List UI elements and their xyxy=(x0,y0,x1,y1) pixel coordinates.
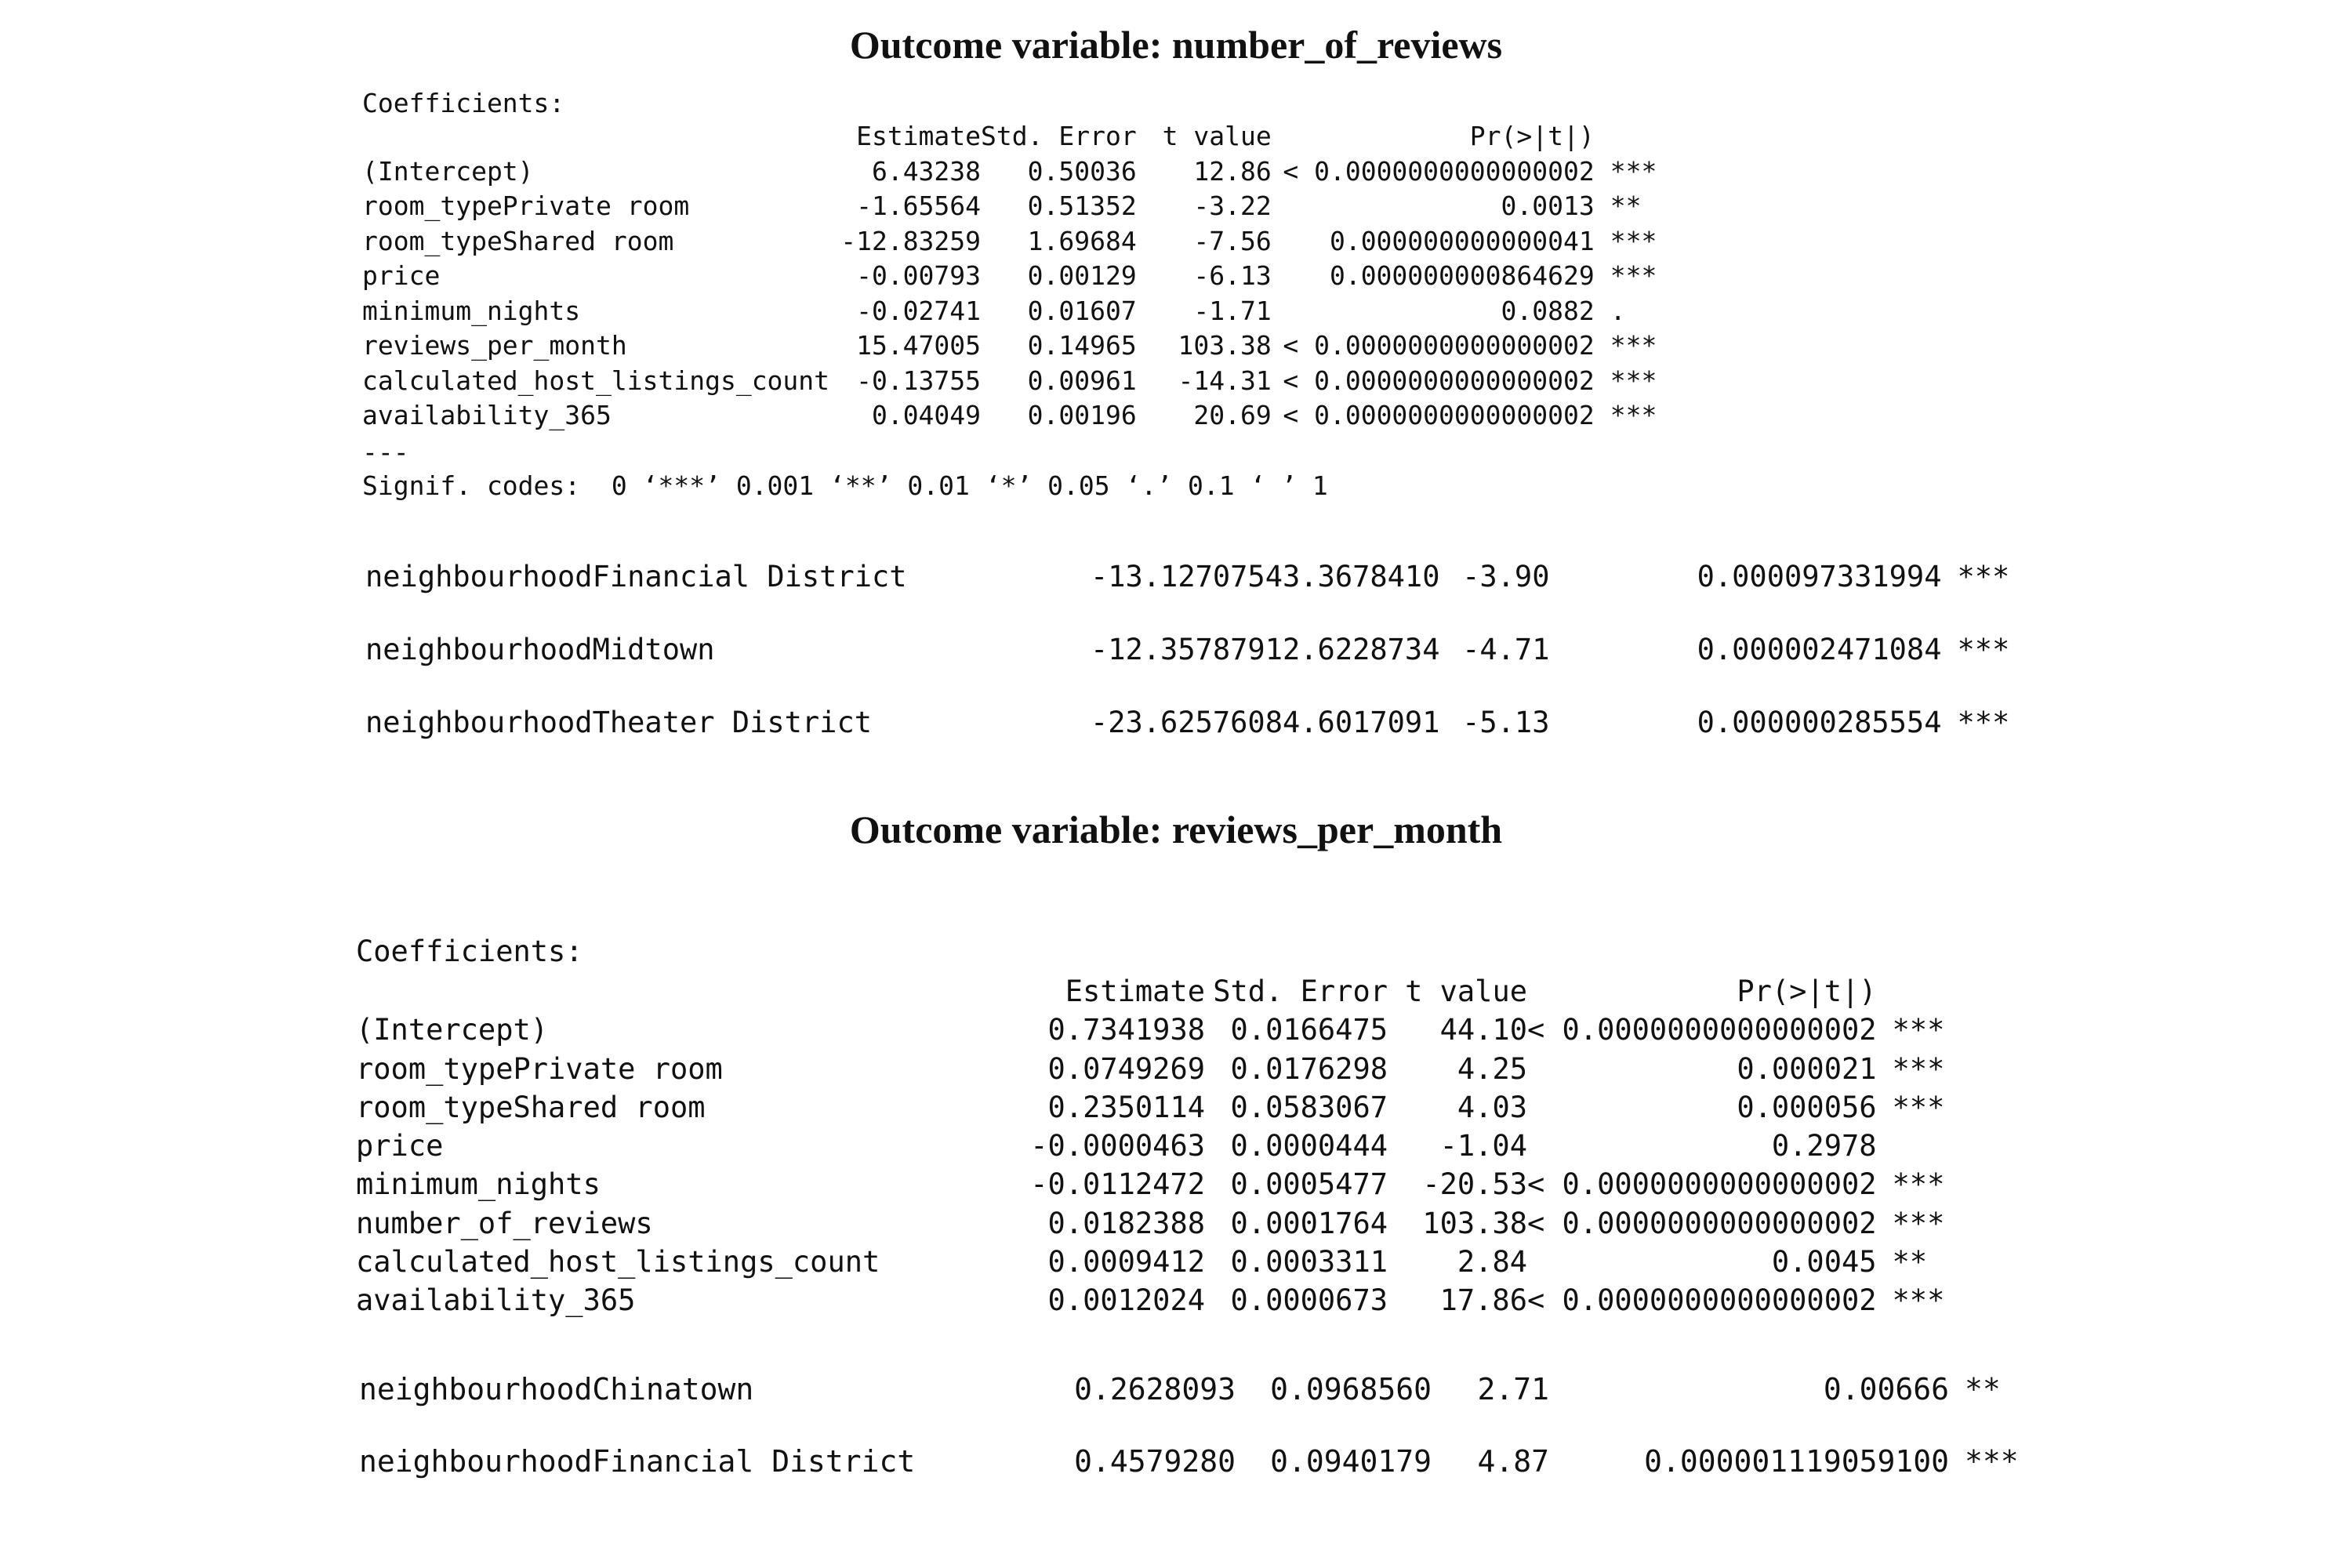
header-signif xyxy=(1595,119,1665,154)
p-value-cell: 0.000021 xyxy=(1737,1051,1877,1086)
std-error-cell: 4.6017091 xyxy=(1283,706,1440,739)
t-value-cell: -20.53 xyxy=(1422,1167,1527,1202)
signif-cell: *** xyxy=(1957,560,2010,593)
t-value-cell: 2.84 xyxy=(1457,1245,1527,1279)
signif-cell: *** xyxy=(1610,400,1657,430)
signif-cell: *** xyxy=(1892,1283,1945,1318)
term-cell: room_typeShared room xyxy=(362,225,674,256)
term-cell: neighbourhoodFinancial District xyxy=(359,1444,916,1479)
term-cell: price xyxy=(362,260,441,291)
t-value-cell: 4.25 xyxy=(1457,1051,1527,1086)
section1-neighbourhood-table xyxy=(365,560,2035,779)
estimate-cell: -12.3578791 xyxy=(1090,633,1283,666)
t-value-cell: -1.71 xyxy=(1193,295,1272,326)
signif-cell: ** xyxy=(1892,1245,1928,1279)
p-value-cell: < 0.0000000000000002 xyxy=(1283,365,1595,396)
signif-cell: *** xyxy=(1610,155,1657,187)
section2-neighbourhood-table xyxy=(359,1372,2035,1516)
table-row xyxy=(365,560,2035,633)
signif-cell: . xyxy=(1610,295,1626,326)
term-cell: minimum_nights xyxy=(356,1167,601,1202)
std-error-cell: 0.0000673 xyxy=(1230,1283,1388,1318)
table-row xyxy=(356,1088,1955,1127)
signif-cell: ** xyxy=(1610,191,1642,221)
std-error-cell: 0.0003311 xyxy=(1230,1245,1388,1279)
bottom-margin xyxy=(0,1496,2352,1568)
term-cell: neighbourhoodFinancial District xyxy=(365,560,907,593)
t-value-cell: -6.13 xyxy=(1193,260,1272,291)
table-row xyxy=(362,294,1665,329)
p-value-cell: 0.0882 xyxy=(1501,295,1595,326)
estimate-cell: -1.65564 xyxy=(856,191,982,221)
t-value-cell: -5.13 xyxy=(1462,706,1550,739)
signif-cell: *** xyxy=(1610,330,1657,361)
header-std-error: Std. Error xyxy=(1213,975,1388,1008)
t-value-cell: 103.38 xyxy=(1178,330,1272,361)
section1-title: Outcome variable: number_of_reviews xyxy=(849,23,1503,67)
signif-cell xyxy=(1877,1127,1955,1165)
signif-cell: *** xyxy=(1892,1051,1945,1086)
term-cell: (Intercept) xyxy=(356,1013,549,1047)
p-value-cell: < 0.0000000000000002 xyxy=(1283,155,1595,187)
estimate-cell: -0.0112472 xyxy=(1030,1167,1205,1202)
p-value-cell: 0.0013 xyxy=(1501,191,1595,221)
term-cell: (Intercept) xyxy=(362,155,534,187)
p-value-cell: 0.000000285554 xyxy=(1697,706,1942,739)
t-value-cell: 4.87 xyxy=(1477,1444,1549,1479)
p-value-cell: < 0.0000000000000002 xyxy=(1527,1283,1877,1318)
std-error-cell: 0.0583067 xyxy=(1230,1090,1388,1124)
p-value-cell: < 0.0000000000000002 xyxy=(1527,1206,1877,1240)
t-value-cell: 4.03 xyxy=(1457,1090,1527,1124)
t-value-cell: -3.22 xyxy=(1193,191,1272,221)
section2-coefficient-table xyxy=(356,972,1955,1320)
std-error-cell: 0.0968560 xyxy=(1270,1372,1432,1406)
header-estimate: Estimate xyxy=(1065,975,1205,1008)
estimate-cell: -0.0000463 xyxy=(1030,1129,1205,1163)
std-error-cell: 0.0000444 xyxy=(1230,1129,1388,1163)
t-value-cell: 2.71 xyxy=(1477,1372,1549,1406)
std-error-cell: 0.14965 xyxy=(1027,330,1137,361)
signif-cell: *** xyxy=(1892,1013,1945,1047)
estimate-cell: -0.13755 xyxy=(856,365,982,396)
term-cell: room_typePrivate room xyxy=(356,1051,723,1086)
section2-title: Outcome variable: reviews_per_month xyxy=(849,808,1503,851)
header-term xyxy=(356,972,1025,1011)
std-error-cell: 0.0005477 xyxy=(1230,1167,1388,1202)
signif-cell: ** xyxy=(1965,1372,2001,1406)
estimate-cell: 0.2350114 xyxy=(1047,1090,1205,1124)
table-row xyxy=(356,1281,1955,1319)
section1-coefficients-label: Coefficients: xyxy=(362,88,565,118)
header-p-value: Pr(>|t|) xyxy=(1469,121,1595,151)
term-cell: neighbourhoodMidtown xyxy=(365,633,715,666)
estimate-cell: -0.02741 xyxy=(856,295,982,326)
std-error-cell: 2.6228734 xyxy=(1283,633,1440,666)
t-value-cell: 20.69 xyxy=(1193,400,1272,430)
table-row xyxy=(362,259,1665,294)
estimate-cell: 0.4579280 xyxy=(1074,1444,1236,1479)
table-header-row xyxy=(362,119,1665,154)
table-row xyxy=(356,1165,1955,1203)
t-value-cell: 12.86 xyxy=(1193,155,1272,187)
term-cell: room_typePrivate room xyxy=(362,191,690,221)
p-value-cell: 0.000000000864629 xyxy=(1329,260,1595,291)
estimate-cell: 0.04049 xyxy=(871,400,982,430)
p-value-cell: 0.000056 xyxy=(1737,1090,1877,1124)
p-value-cell: 0.000097331994 xyxy=(1697,560,1942,593)
section1-separator: --- xyxy=(362,437,409,467)
estimate-cell: -12.83259 xyxy=(840,225,982,256)
std-error-cell: 3.3678410 xyxy=(1283,560,1440,593)
term-cell: reviews_per_month xyxy=(362,330,627,361)
estimate-cell: 0.2628093 xyxy=(1074,1372,1236,1406)
std-error-cell: 0.0166475 xyxy=(1230,1013,1388,1047)
p-value-cell: < 0.0000000000000002 xyxy=(1283,400,1595,430)
term-cell: calculated_host_listings_count xyxy=(362,365,830,396)
term-cell: number_of_reviews xyxy=(356,1206,653,1240)
term-cell: availability_365 xyxy=(356,1283,636,1318)
table-row xyxy=(365,706,2035,779)
estimate-cell: 0.0749269 xyxy=(1047,1051,1205,1086)
estimate-cell: 0.7341938 xyxy=(1047,1013,1205,1047)
estimate-cell: -0.00793 xyxy=(856,260,982,291)
t-value-cell: 103.38 xyxy=(1422,1206,1527,1240)
table-row xyxy=(362,224,1665,260)
t-value-cell: -3.90 xyxy=(1462,560,1550,593)
header-t-value: t value xyxy=(1162,121,1272,151)
p-value-cell: < 0.0000000000000002 xyxy=(1283,330,1595,361)
signif-cell: *** xyxy=(1610,225,1657,256)
table-row xyxy=(362,364,1665,399)
term-cell: neighbourhoodTheater District xyxy=(365,706,873,739)
header-estimate: Estimate xyxy=(856,121,982,151)
term-cell: price xyxy=(356,1129,444,1163)
signif-cell: *** xyxy=(1610,365,1657,396)
std-error-cell: 0.00129 xyxy=(1027,260,1137,291)
table-row xyxy=(356,1127,1955,1165)
term-cell: room_typeShared room xyxy=(356,1090,706,1124)
p-value-cell: 0.000000000000041 xyxy=(1329,225,1595,256)
signif-cell: *** xyxy=(1957,633,2010,666)
table-row xyxy=(356,1243,1955,1281)
std-error-cell: 0.0940179 xyxy=(1270,1444,1432,1479)
term-cell: calculated_host_listings_count xyxy=(356,1245,880,1279)
estimate-cell: 6.43238 xyxy=(871,155,982,187)
p-value-cell: 0.0045 xyxy=(1771,1245,1877,1279)
estimate-cell: -13.1270754 xyxy=(1090,560,1283,593)
t-value-cell: 44.10 xyxy=(1439,1013,1527,1047)
table-row xyxy=(362,154,1665,190)
table-row xyxy=(362,398,1665,434)
p-value-cell: 0.000002471084 xyxy=(1697,633,1942,666)
header-p-value: Pr(>|t|) xyxy=(1737,975,1877,1008)
signif-cell: *** xyxy=(1610,260,1657,291)
section1-signif-codes: Signif. codes: 0 ‘***’ 0.001 ‘**’ 0.01 ‘*’ 0.05 ‘.’ 0.1 ‘ ’ 1 xyxy=(362,470,1328,501)
t-value-cell: -4.71 xyxy=(1462,633,1550,666)
signif-cell: *** xyxy=(1892,1167,1945,1202)
std-error-cell: 0.51352 xyxy=(1027,191,1137,221)
signif-cell: *** xyxy=(1892,1090,1945,1124)
table-row xyxy=(365,633,2035,706)
estimate-cell: 15.47005 xyxy=(856,330,982,361)
table-row xyxy=(362,189,1665,224)
t-value-cell: 17.86 xyxy=(1439,1283,1527,1318)
header-signif xyxy=(1877,972,1955,1011)
signif-cell: *** xyxy=(1892,1206,1945,1240)
std-error-cell: 0.00196 xyxy=(1027,400,1137,430)
p-value-cell: 0.2978 xyxy=(1771,1129,1877,1163)
header-std-error: Std. Error xyxy=(981,121,1137,151)
std-error-cell: 0.0001764 xyxy=(1230,1206,1388,1240)
std-error-cell: 0.01607 xyxy=(1027,295,1137,326)
t-value-cell: -1.04 xyxy=(1439,1129,1527,1163)
term-cell: availability_365 xyxy=(362,400,612,430)
std-error-cell: 0.0176298 xyxy=(1230,1051,1388,1086)
table-row xyxy=(356,1050,1955,1088)
std-error-cell: 0.00961 xyxy=(1027,365,1137,396)
estimate-cell: 0.0009412 xyxy=(1047,1245,1205,1279)
t-value-cell: -7.56 xyxy=(1193,225,1272,256)
estimate-cell: 0.0012024 xyxy=(1047,1283,1205,1318)
section2-coefficients-label: Coefficients: xyxy=(356,935,583,968)
p-value-cell: < 0.0000000000000002 xyxy=(1527,1167,1877,1202)
signif-cell: *** xyxy=(1957,706,2010,739)
section1-coefficient-table xyxy=(362,119,1665,434)
header-term xyxy=(362,119,829,154)
table-header-row xyxy=(356,972,1955,1011)
t-value-cell: -14.31 xyxy=(1178,365,1272,396)
header-t-value: t value xyxy=(1405,975,1527,1008)
estimate-cell: 0.0182388 xyxy=(1047,1206,1205,1240)
signif-cell: *** xyxy=(1965,1444,2019,1479)
std-error-cell: 1.69684 xyxy=(1027,225,1137,256)
term-cell: neighbourhoodChinatown xyxy=(359,1372,754,1406)
estimate-cell: -23.6257608 xyxy=(1090,706,1283,739)
term-cell: minimum_nights xyxy=(362,295,581,326)
table-row xyxy=(356,1204,1955,1243)
table-row xyxy=(362,328,1665,364)
p-value-cell: 0.000001119059100 xyxy=(1644,1444,1949,1479)
table-row xyxy=(356,1011,1955,1049)
table-row xyxy=(359,1372,2035,1444)
p-value-cell: 0.00666 xyxy=(1823,1372,1949,1406)
std-error-cell: 0.50036 xyxy=(1027,155,1137,187)
p-value-cell: < 0.0000000000000002 xyxy=(1527,1013,1877,1047)
